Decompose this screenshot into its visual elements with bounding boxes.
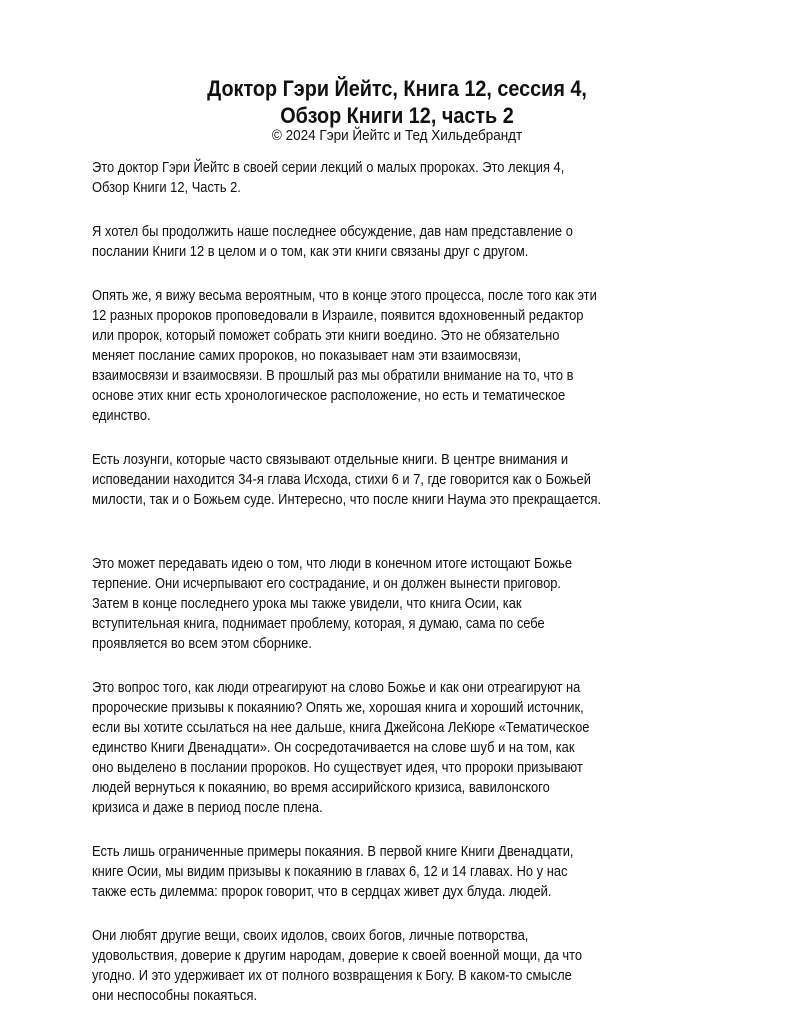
text-line: Это вопрос того, как люди отреагируют на слово Божье и как они отреагируют на	[92, 679, 581, 696]
copyright: © 2024 Гэри Йейтс и Тед Хильдебрандт	[271, 127, 523, 144]
paragraph	[92, 554, 712, 654]
text-line: удовольствия, доверие к другим народам, доверие к своей военной мощи, да что	[92, 947, 583, 964]
paragraph	[92, 450, 712, 510]
document-title	[0, 75, 794, 129]
text-line: единство Книги Двенадцати». Он сосредотачивается на слове шуб и на том, как	[92, 739, 575, 756]
paragraph	[92, 926, 712, 1006]
text-line: проявляется во всем этом сборнике.	[92, 635, 312, 652]
text-line: они неспособны покаяться.	[92, 987, 258, 1004]
title-line-1: Доктор Гэри Йейтс, Книга 12, сессия 4,	[207, 76, 587, 101]
title-line-2: Обзор Книги 12, часть 2	[280, 103, 514, 128]
paragraph	[92, 158, 712, 198]
text-line: Это доктор Гэри Йейтс в своей серии лекций о малых пророках. Это лекция 4,	[92, 159, 565, 176]
text-line: исповедании находится 34-я глава Исхода, стихи 6 и 7, где говорится как о Божьей	[92, 471, 591, 488]
text-line: Обзор Книги 12, Часть 2.	[92, 179, 241, 196]
paragraph	[92, 286, 712, 426]
text-line: Опять же, я вижу весьма вероятным, что в конце этого процесса, после того как эти	[92, 287, 597, 304]
text-line: Есть лозунги, которые часто связывают отдельные книги. В центре внимания и	[92, 451, 569, 468]
text-line: или пророк, который поможет собрать эти книги воедино. Это не обязательно	[92, 327, 560, 344]
text-line: Это может передавать идею о том, что люди в конечном итоге истощают Божье	[92, 555, 573, 572]
paragraph	[92, 222, 712, 262]
text-line: книге Осии, мы видим призывы к покаянию в главах 6, 12 и 14 главах. Но у нас	[92, 863, 568, 880]
text-line: также есть дилемма: пророк говорит, что в сердцах живет дух блуда. людей.	[92, 883, 552, 900]
document-body	[92, 158, 712, 1030]
text-line: если вы хотите ссылаться на нее дальше, книга Джейсона ЛеКюре «Тематическое	[92, 719, 590, 736]
text-line: меняет послание самих пророков, но показывает нам эти взаимосвязи,	[92, 347, 522, 364]
text-line: вступительная книга, поднимает проблему, которая, я думаю, сама по себе	[92, 615, 545, 632]
text-line: 12 разных пророков проповедовали в Израиле, появится вдохновенный редактор	[92, 307, 584, 324]
text-line: взаимосвязи и взаимосвязи. В прошлый раз мы обратили внимание на то, что в	[92, 367, 574, 384]
text-line: основе этих книг есть хронологическое расположение, но есть и тематическое	[92, 387, 566, 404]
text-line: Я хотел бы продолжить наше последнее обсуждение, дав нам представление о	[92, 223, 573, 240]
text-line: послании Книги 12 в целом и о том, как эти книги связаны друг с другом.	[92, 243, 529, 260]
text-line: кризиса и даже в период после плена.	[92, 799, 323, 816]
paragraph	[92, 842, 712, 902]
text-line: терпение. Они исчерпывают его сострадание, и он должен вынести приговор.	[92, 575, 562, 592]
text-line: милости, так и о Божьем суде. Интересно, что после книги Наума это прекращается.	[92, 491, 602, 508]
text-line: оно выделено в послании пророков. Но существует идея, что пророки призывают	[92, 759, 583, 776]
text-line: Затем в конце последнего урока мы также увидели, что книга Осии, как	[92, 595, 522, 612]
text-line: Они любят другие вещи, своих идолов, своих богов, личные потворства,	[92, 927, 529, 944]
text-line: людей вернуться к покаянию, во время ассирийского кризиса, вавилонского	[92, 779, 550, 796]
text-line: угодно. И это удерживает их от полного возвращения к Богу. В каком-то смысле	[92, 967, 572, 984]
text-line: пророческие призывы к покаянию? Опять же, хорошая книга и хороший источник,	[92, 699, 584, 716]
text-line: единство.	[92, 407, 151, 424]
text-line: Есть лишь ограниченные примеры покаяния. В первой книге Книги Двенадцати,	[92, 843, 574, 860]
paragraph	[92, 678, 712, 818]
